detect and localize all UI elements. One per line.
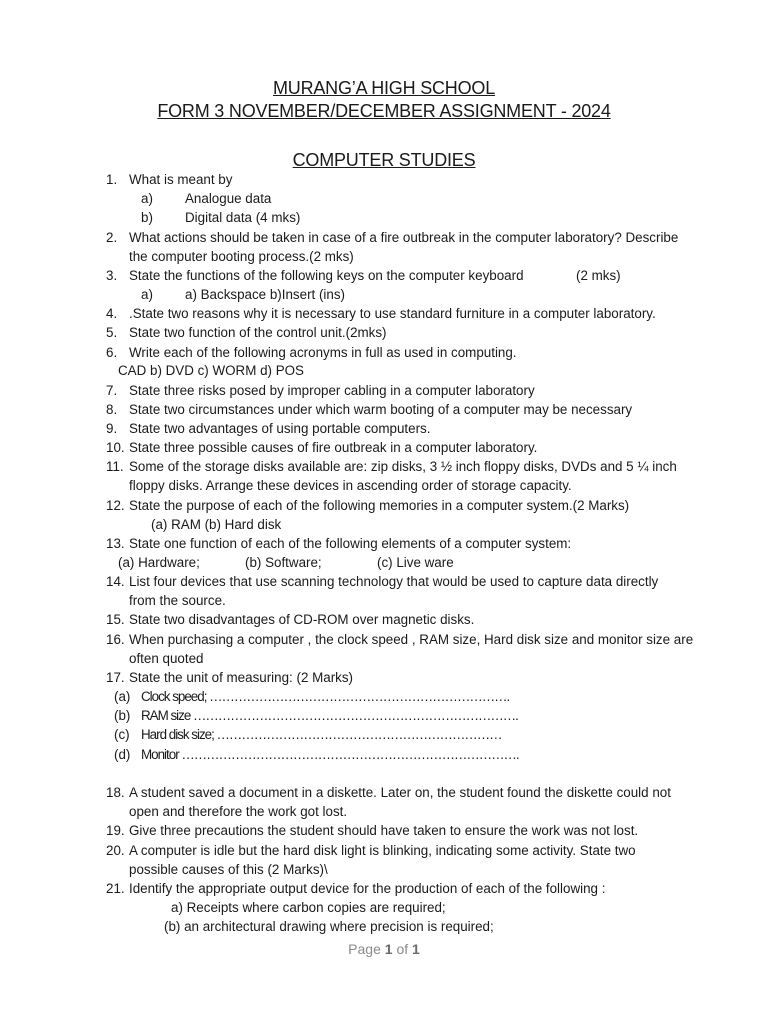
question-text: What actions should be taken in case of a fire outbreak in the computer laboratory? Describe [129, 230, 679, 245]
question-text: State the purpose of each of the following memories in a computer system.(2 Marks) [129, 498, 630, 513]
question-number: 2. [106, 230, 118, 245]
question-number: 10. [106, 440, 125, 455]
answer-line: Monitor ………………………………………………………………………. [141, 747, 519, 762]
sub-label: (d) [114, 747, 131, 762]
sub-text: Analogue data [185, 191, 272, 206]
question-number: 8. [106, 402, 118, 417]
question-text: State one function of each of the following elements of a computer system: [129, 536, 572, 551]
sub-text: Digital data (4 mks) [185, 210, 301, 225]
answer-line: Hard disk size; …………………………………………………………… [141, 727, 502, 742]
question-text: Give three precautions the student should have taken to ensure the work was not lost. [129, 823, 639, 838]
question-text: When purchasing a computer , the clock speed , RAM size, Hard disk size and monitor size are [129, 632, 694, 647]
question-number: 4. [106, 306, 118, 321]
sub-text: (b) Software; [245, 555, 322, 570]
question-number: 21. [106, 881, 125, 896]
school-name: MURANG’A HIGH SCHOOL [272, 78, 496, 98]
question-number: 5. [106, 325, 118, 340]
sub-label: (c) [114, 727, 130, 742]
marks: (2 mks) [576, 268, 621, 283]
question-number: 11. [106, 459, 124, 474]
question-number: 6. [106, 345, 118, 360]
question-text: State the unit of measuring: (2 Marks) [129, 670, 354, 685]
question-number: 14. [106, 574, 125, 589]
question-text: List four devices that use scanning technology that would be used to capture data directly [129, 574, 659, 589]
question-number: 1. [106, 172, 118, 187]
assignment-title: FORM 3 NOVEMBER/DECEMBER ASSIGNMENT - 2024 [157, 101, 611, 121]
sub-text: a) Receipts where carbon copies are required; [171, 900, 446, 915]
sub-text: (c) Live ware [377, 555, 454, 570]
question-number: 15. [106, 612, 125, 627]
question-text: A computer is idle but the hard disk light is blinking, indicating some activity. State two [129, 843, 636, 858]
sub-text: a) Backspace b)Insert (ins) [185, 287, 346, 302]
answer-line: RAM size ……………………………………………………………………. [141, 708, 518, 723]
total-pages: 1 [412, 941, 420, 957]
question-text: State two function of the control unit.(2mks) [129, 325, 387, 340]
sub-text: (a) RAM (b) Hard disk [151, 517, 282, 532]
question-text: What is meant by [129, 172, 233, 187]
current-page: 1 [384, 941, 393, 957]
question-text: State two disadvantages of CD-ROM over magnetic disks. [129, 612, 475, 627]
question-number: 19. [106, 823, 125, 838]
question-text: State three risks posed by improper cabling in a computer laboratory [129, 383, 535, 398]
question-text: possible causes of this (2 Marks)\ [129, 862, 328, 877]
question-number: 13. [106, 536, 125, 551]
question-number: 3. [106, 268, 118, 283]
question-text: State three possible causes of fire outbreak in a computer laboratory. [129, 440, 538, 455]
question-text: Write each of the following acronyms in full as used in computing. [129, 345, 517, 360]
question-number: 18. [106, 785, 125, 800]
question-number: 20. [106, 843, 125, 858]
sub-label: b) [141, 210, 153, 225]
question-number: 12. [106, 498, 125, 513]
question-text: Identify the appropriate output device for the production of each of the following : [129, 881, 606, 896]
page-indicator [0, 941, 768, 957]
question-text: often quoted [129, 651, 204, 666]
question-text: Some of the storage disks available are: zip disks, 3 ½ inch floppy disks, DVDs and 5 ¼ inch [129, 459, 677, 474]
question-text: open and therefore the work got lost. [129, 804, 348, 819]
question-text: State two advantages of using portable computers. [129, 421, 431, 436]
question-text: State two circumstances under which warm booting of a computer may be necessary [129, 402, 633, 417]
question-text: State the functions of the following keys on the computer keyboard [129, 268, 524, 283]
question-number: 17. [106, 670, 125, 685]
page-prefix: Page [348, 941, 381, 957]
subject-title: COMPUTER STUDIES [292, 150, 476, 170]
sub-label: (a) [114, 689, 131, 704]
question-text: .State two reasons why it is necessary to use standard furniture in a computer laboratory. [129, 306, 656, 321]
question-number: 7. [106, 383, 118, 398]
question-text: the computer booting process.(2 mks) [129, 249, 354, 264]
sub-text: CAD b) DVD c) WORM d) POS [118, 363, 304, 378]
sub-label: a) [141, 191, 153, 206]
question-number: 16. [106, 632, 125, 647]
question-text: A student saved a document in a diskette. Later on, the student found the diskette could not [129, 785, 671, 800]
question-text: from the source. [129, 593, 226, 608]
sub-label: a) [141, 287, 153, 302]
question-number: 9. [106, 421, 118, 436]
sub-text: (a) Hardware; [118, 555, 200, 570]
page-of: of [396, 941, 409, 957]
sub-text: (b) an architectural drawing where precision is required; [164, 919, 494, 934]
sub-label: (b) [114, 708, 131, 723]
question-text: floppy disks. Arrange these devices in ascending order of storage capacity. [129, 478, 572, 493]
answer-line: Clock speed; ………………………………………………………………. [141, 689, 510, 704]
